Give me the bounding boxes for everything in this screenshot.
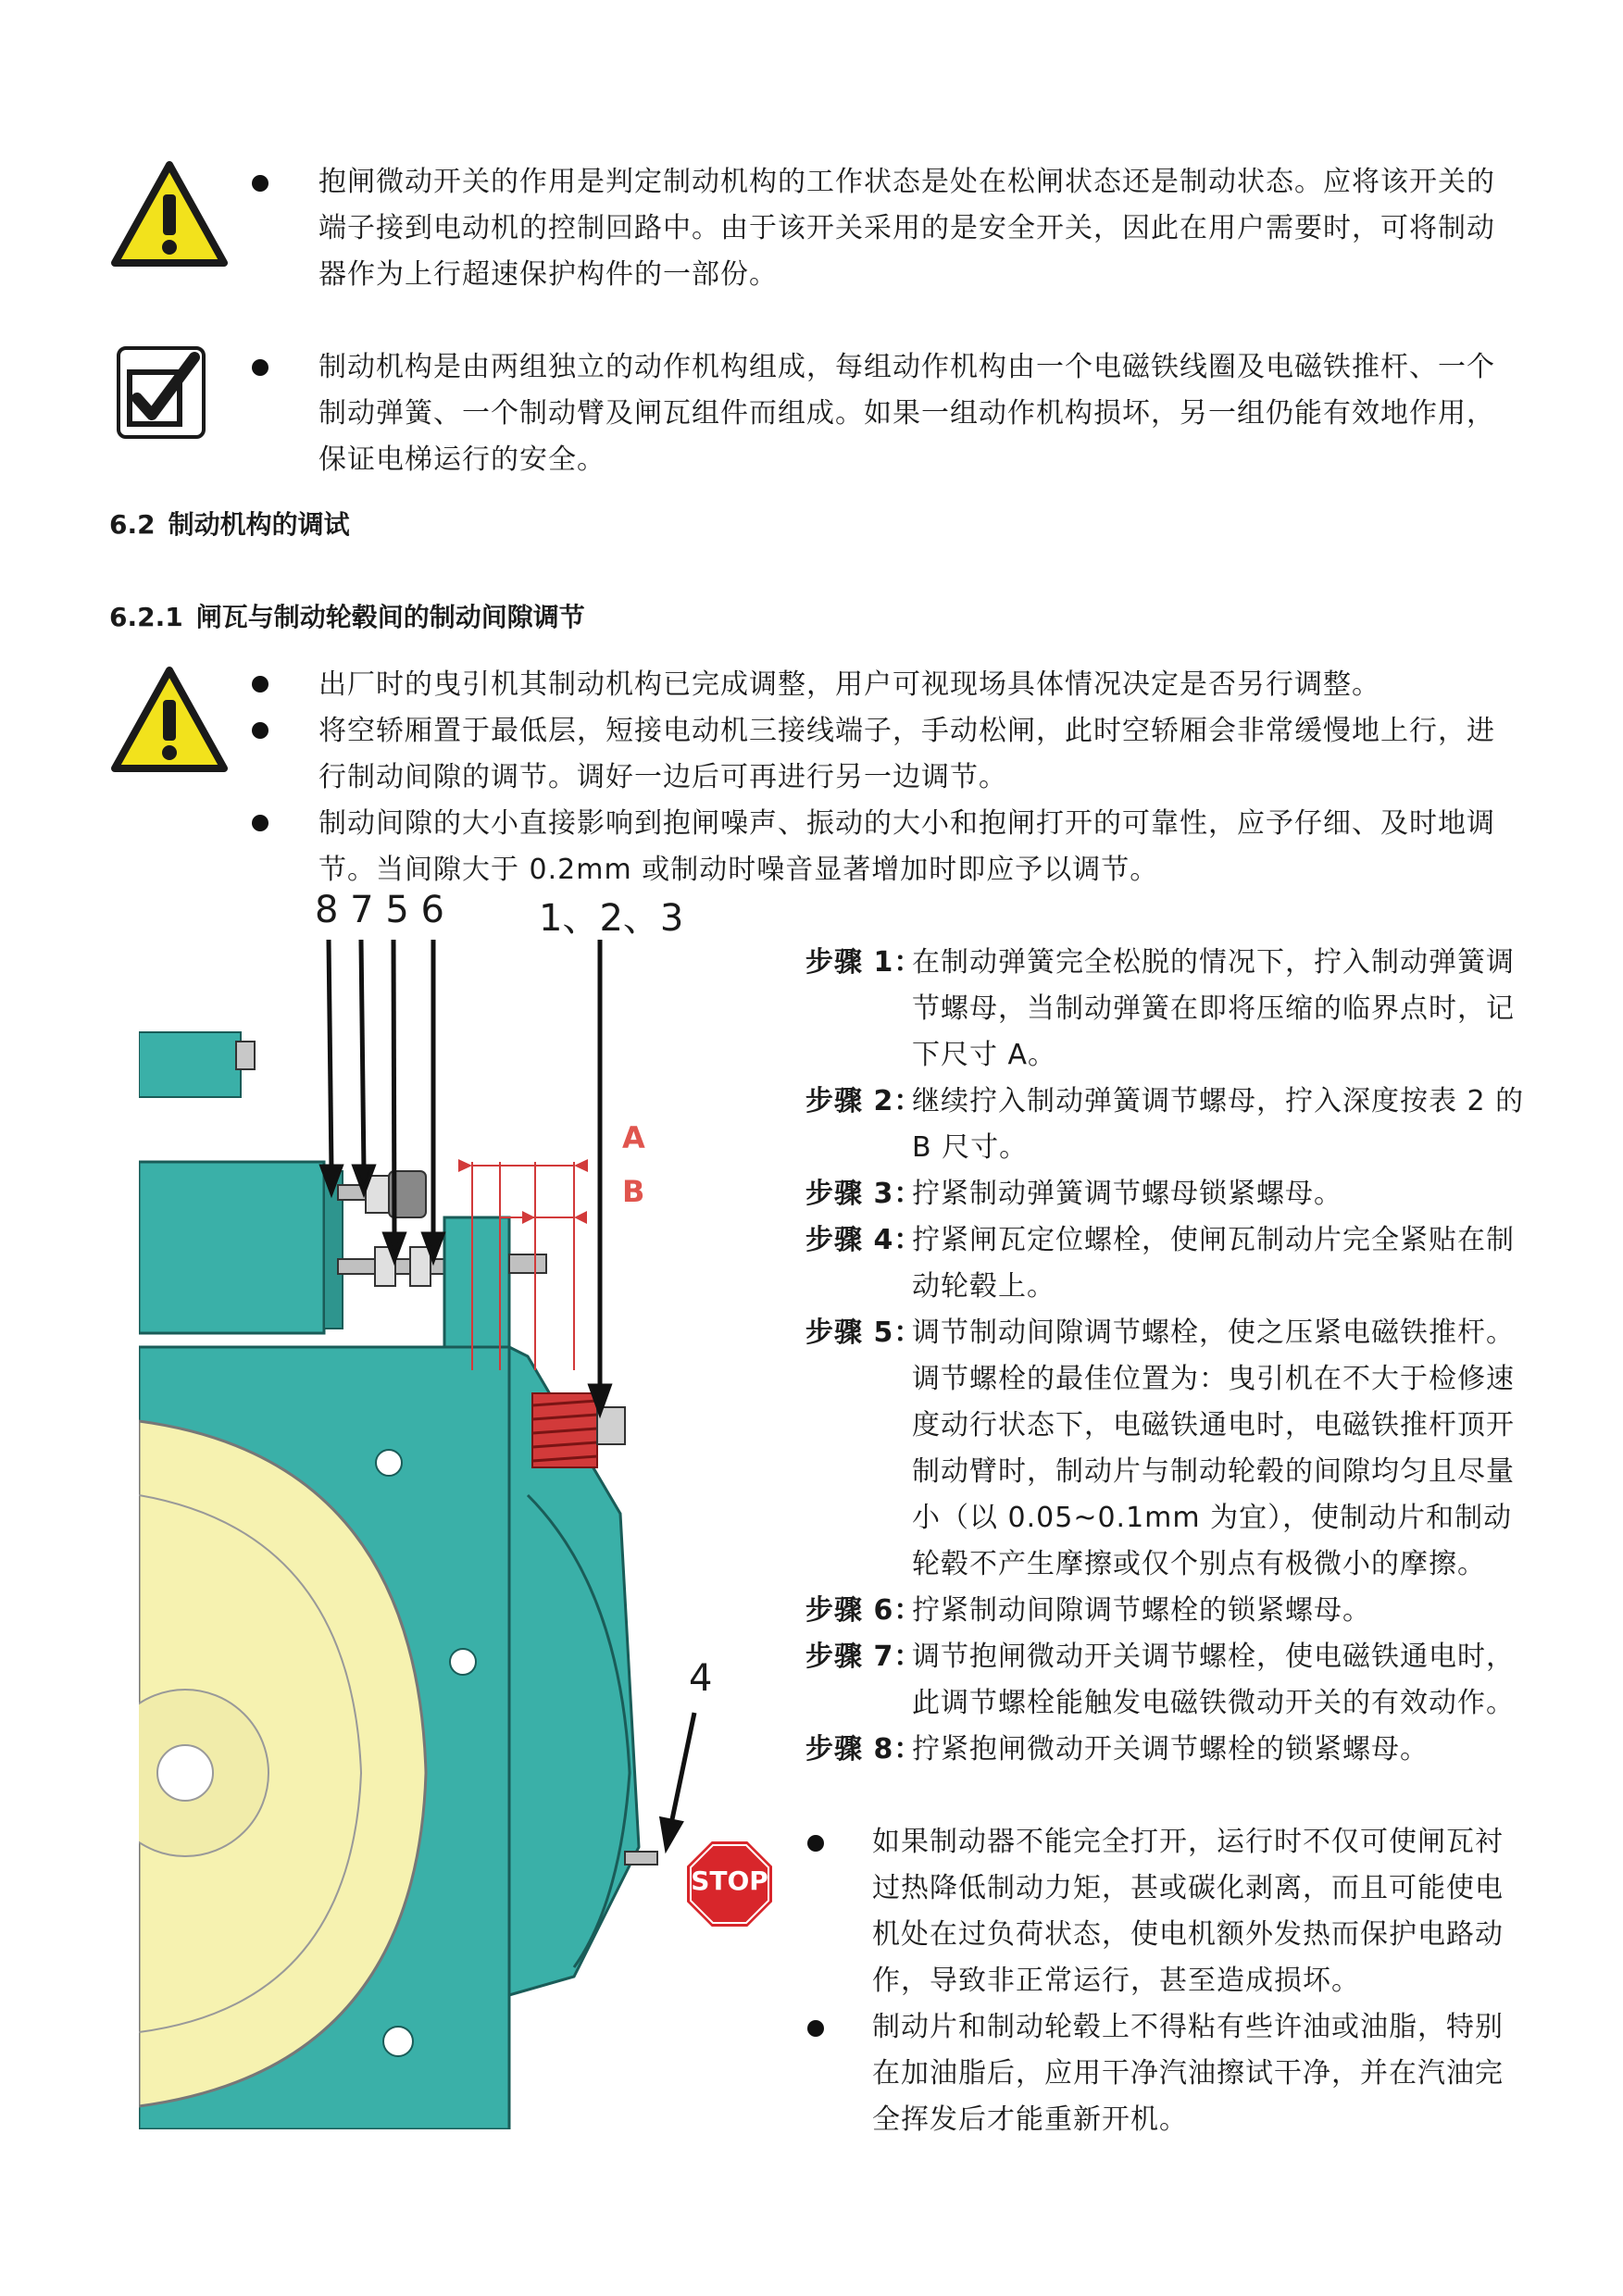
warning-bullet-3: 制动间隙的大小直接影响到抱闸噪声、振动的大小和抱闸打开的可靠性，应予仔细、及时地调节。当间隙大于 0.2mm 或制动时噪音显著增加时即应予以调节。 — [318, 807, 1495, 886]
step-6: 步骤 6： 拧紧制动间隙调节螺栓的锁紧螺母。 — [805, 1594, 1371, 1627]
step-4: 步骤 4： 拧紧闸瓦定位螺栓，使闸瓦制动片完全紧贴在制动轮毂上。 — [805, 1224, 1515, 1303]
warning-bullet-2: 将空轿厢置于最低层，短接电动机三接线端子，手动松闸，此时空轿厢会非常缓慢地上行，进行制动间隙的调节。调好一边后可再进行另一边调节。 — [318, 715, 1495, 793]
bullet-dot — [807, 2020, 824, 2037]
callout-right-numbers: 1、2、3 — [539, 897, 684, 940]
callout-4: 4 — [689, 1657, 713, 1700]
bullet-dot — [252, 175, 268, 192]
subsection-heading: 6.2.1 闸瓦与制动轮毂间的制动间隙调节 — [109, 602, 585, 632]
step-5: 步骤 5： 调节制动间隙调节螺栓，使之压紧电磁铁推杆。调节螺栓的最佳位置为：曳引机在不大于检修速度动行状态下，电磁铁通电时，电磁铁推杆顶开制动臂时，制动片与制动轮毂的间隙均匀且尽量小（以 0.05~0.1mm 为宜），使制动片和制动轮毂不产生摩擦或仅个别点有极微小的摩擦。 — [805, 1316, 1515, 1580]
motor-top-box — [139, 1032, 241, 1097]
step-2: 步骤 2： 继续拧入制动弹簧调节螺母，拧入深度按表 2 的 B 尺寸。 — [805, 1085, 1525, 1164]
brake-machine-diagram — [139, 940, 805, 2129]
step-8: 步骤 8： 拧紧抱闸微动开关调节螺栓的锁紧螺母。 — [805, 1733, 1429, 1766]
bullet-dot — [807, 1835, 824, 1852]
stop-bullet-2: 制动片和制动轮毂上不得粘有些许油或油脂，特别在加油脂后，应用干净汽油擦试干净，并在汽油完全挥发后才能重新开机。 — [872, 2011, 1504, 2136]
stop-sign-icon — [683, 1838, 776, 1930]
step-7: 步骤 7： 调节抱闸微动开关调节螺栓，使电磁铁通电时，此调节螺栓能触发电磁铁微动开关的有效动作。 — [805, 1641, 1515, 1719]
bullet-dot — [252, 359, 268, 376]
bullet-dot — [252, 722, 268, 739]
dimension-b-label: B — [622, 1174, 645, 1209]
callout-left-numbers: 8 7 5 6 — [315, 889, 444, 931]
bullet-dot — [252, 815, 268, 831]
checkbox-icon — [115, 344, 207, 441]
warning-icon — [109, 665, 230, 774]
note-info-text: 制动机构是由两组独立的动作机构组成，每组动作机构由一个电磁铁线圈及电磁铁推杆、一个制动弹簧、一个制动臂及闸瓦组件而组成。如果一组动作机构损坏，另一组仍能有效地作用，保证电梯运行的安全。 — [318, 351, 1495, 476]
bullet-dot — [252, 676, 268, 693]
stop-sign-text: STOP — [691, 1866, 768, 1896]
step-1: 步骤 1： 在制动弹簧完全松脱的情况下，拧入制动弹簧调节螺母，当制动弹簧在即将压缩的临界点时，记下尺寸 A。 — [805, 946, 1515, 1071]
stop-bullet-1: 如果制动器不能完全打开，运行时不仅可使闸瓦衬过热降低制动力矩，甚或碳化剥离，而且可能使电机处在过负荷状态，使电机额外发热而保护电路动作，导致非正常运行，甚至造成损坏。 — [872, 1826, 1504, 1997]
note-warning-text: 抱闸微动开关的作用是判定制动机构的工作状态是处在松闸状态还是制动状态。应将该开关的端子接到电动机的控制回路中。由于该开关采用的是安全开关，因此在用户需要时，可将制动器作为上行超速保护构件的一部份。 — [318, 166, 1495, 291]
brake-spring — [532, 1393, 625, 1467]
warning-bullet-1: 出厂时的曳引机其制动机构已完成调整，用户可视现场具体情况决定是否另行调整。 — [318, 668, 1380, 701]
dimension-a-label: A — [622, 1120, 645, 1155]
warning-icon — [109, 159, 230, 268]
section-heading: 6.2 制动机构的调试 — [109, 509, 350, 540]
step-3: 步骤 3： 拧紧制动弹簧调节螺母锁紧螺母。 — [805, 1178, 1342, 1210]
electromagnet-housing — [139, 1162, 324, 1333]
